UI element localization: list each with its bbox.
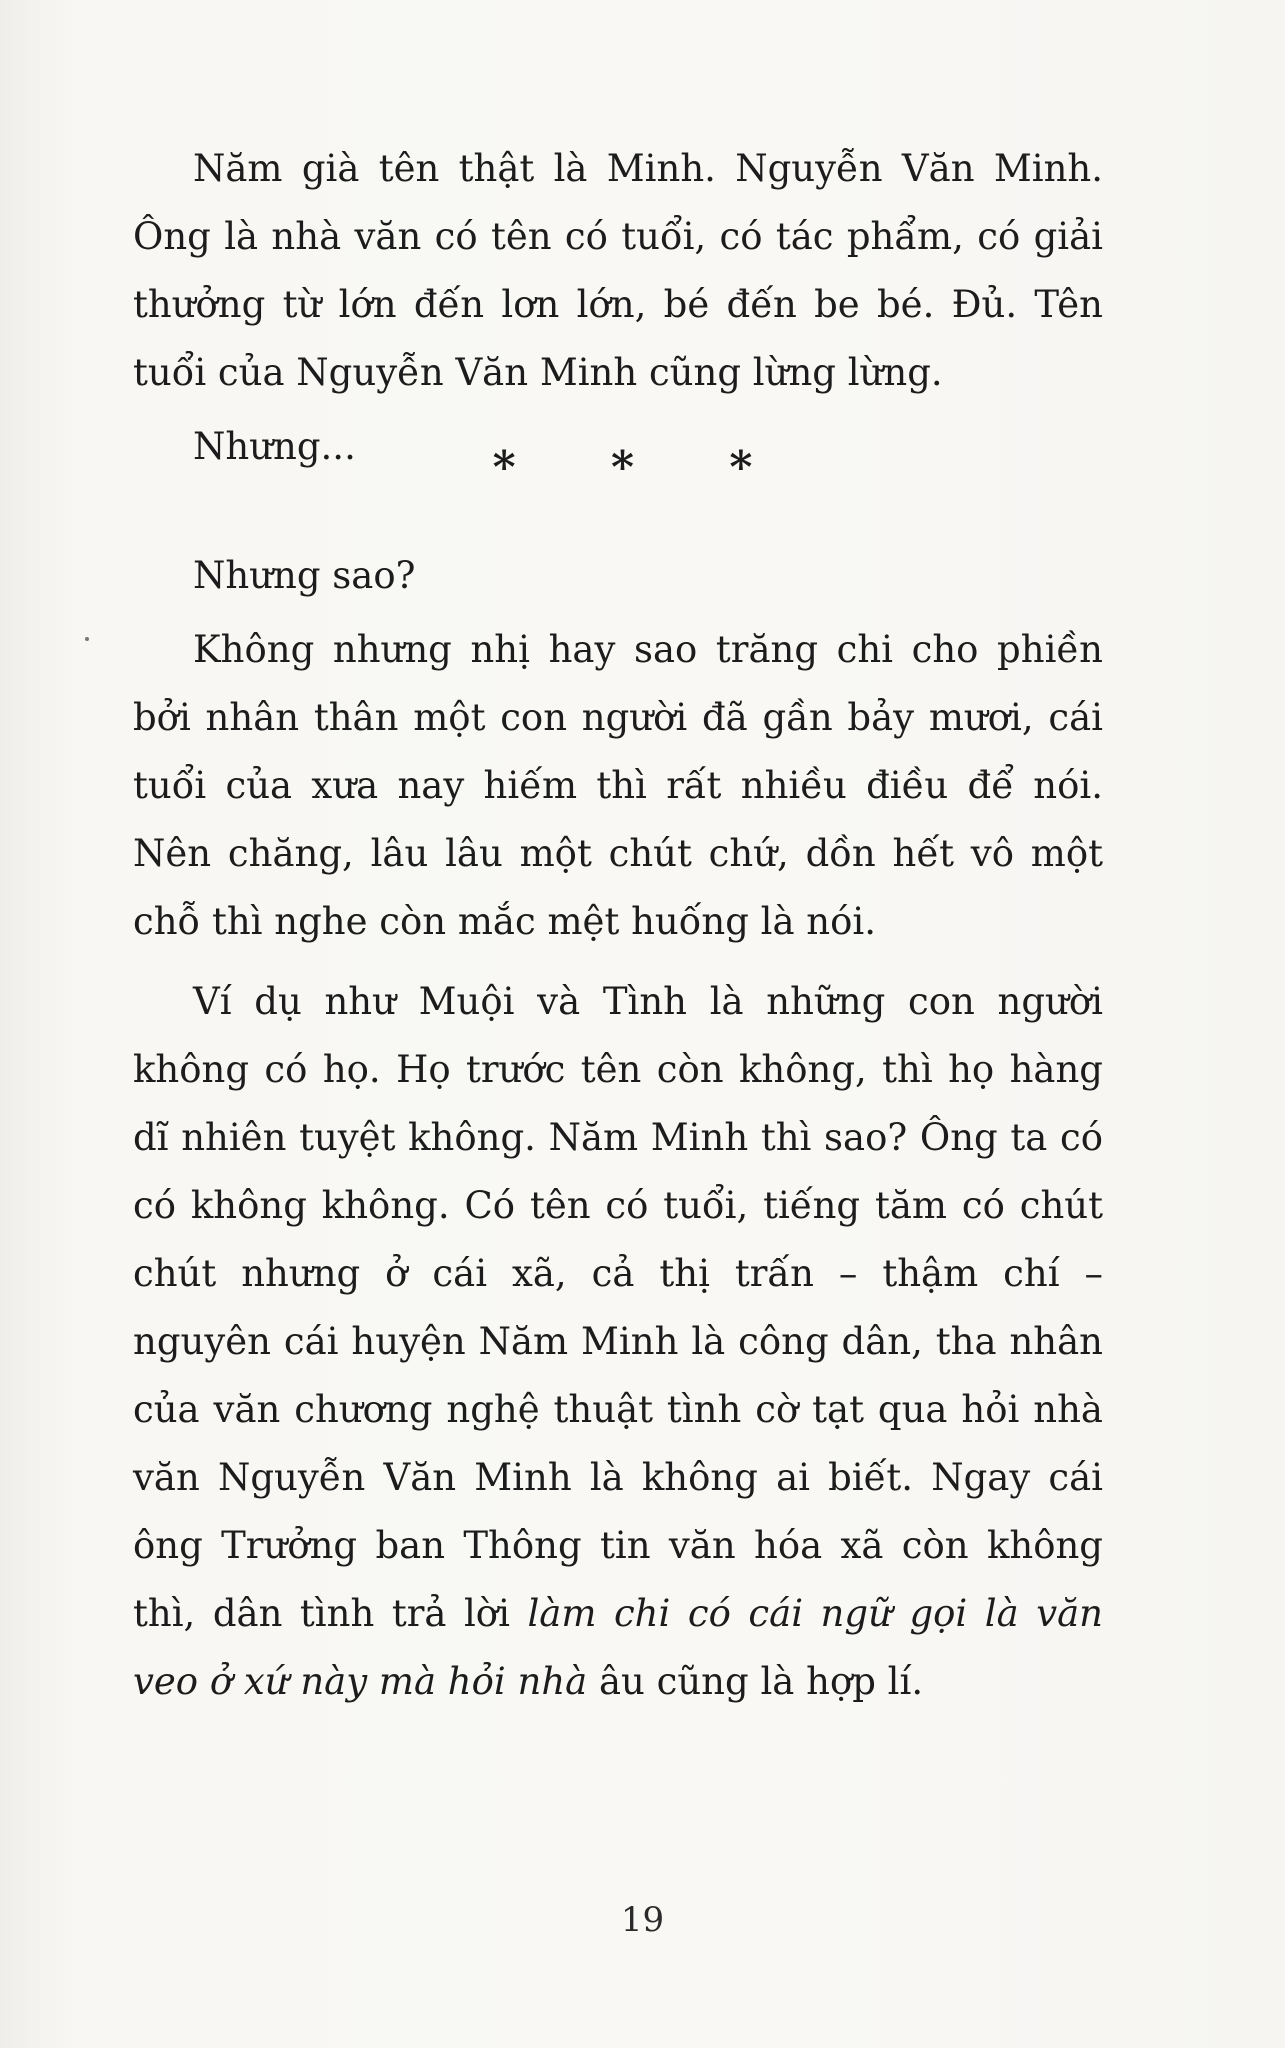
text-block-bottom	[133, 542, 1103, 1716]
paragraph-nhung-sao: Nhưng sao?	[193, 554, 416, 597]
section-separator: * * *	[492, 442, 793, 493]
page-number: 19	[620, 1900, 665, 1940]
paragraph-vi-du-end: âu cũng là hợp lí.	[587, 1660, 924, 1703]
paragraph-vi-du-italic: làm chi có cái ngữ gọi là văn veo ở xứ này mà hỏi nhà	[133, 1592, 1103, 1703]
text-block-top	[133, 135, 1103, 481]
paragraph-name-intro: Năm già tên thật là Minh. Nguyễn Văn Minh. Ông là nhà văn có tên có tuổi, có tác phẩm, có giải thưởng từ lớn đến lơn lớn, bé đến be bé. Đủ. Tên tuổi của Nguyễn Văn Minh cũng lừng lừng.	[133, 147, 1103, 394]
paragraph-nhung: Nhưng...	[193, 425, 356, 468]
paragraph-vi-du-text: Ví dụ như Muội và Tình là những con người không có họ. Họ trước tên còn không, thì họ hàng dĩ nhiên tuyệt không. Năm Minh thì sao? Ông ta có có không không. Có tên có tuổi, tiếng tăm có chút chút nhưng ở cái xã, cả thị trấn – thậm chí – nguyên cái huyện Năm Minh là công dân, tha nhân của văn chương nghệ thuật tình cờ tạt qua hỏi nhà văn Nguyễn Văn Minh là không ai biết. Ngay cái ông Trưởng ban Thông tin văn hóa xã còn không thì, dân tình trả lời	[133, 980, 1103, 1635]
page-speck	[85, 637, 89, 641]
paragraph-khong-nhung: Không nhưng nhị hay sao trăng chi cho phiền bởi nhân thân một con người đã gần bảy mươi, cái tuổi của xưa nay hiếm thì rất nhiều điều để nói. Nên chăng, lâu lâu một chút chứ, dồn hết vô một chỗ thì nghe còn mắc mệt huống là nói.	[133, 628, 1103, 943]
paragraph-vi-du	[133, 968, 1103, 1716]
